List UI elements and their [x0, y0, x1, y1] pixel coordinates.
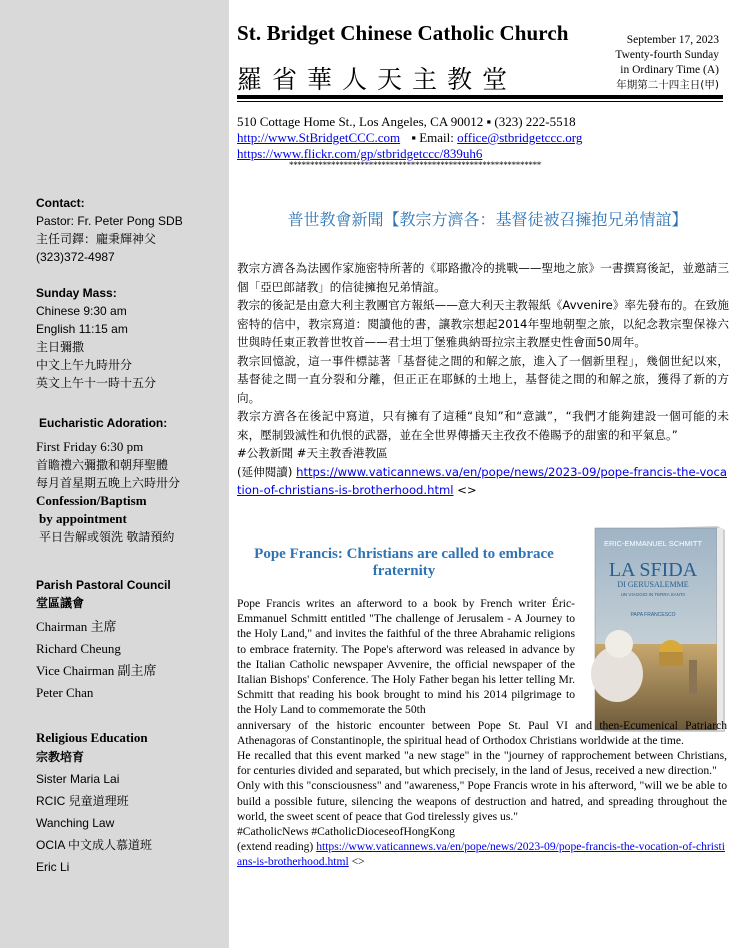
council-vice: Vice Chairman 副主席 — [36, 663, 157, 678]
bulletin-date: September 17, 2023 — [626, 34, 719, 46]
liturgical-line-1: Twenty-fourth Sunday — [615, 49, 719, 61]
contact-heading: Contact: — [36, 196, 85, 210]
book-title: LA SFIDA — [608, 559, 698, 581]
adoration-zh-1: 首瞻禮六彌撒和朝拜聖體 — [36, 458, 169, 472]
confession-heading: Confession/Baptism — [36, 493, 147, 508]
en-paragraph: He recalled that this event marked "a new stage" in the "journey of rapprochement between Christians, for centuries divided and separated, but which precisely, in the land of Jesus, received a new direction." — [237, 749, 727, 778]
zh-paragraph: 教宗方濟各為法國作家施密特所著的《耶路撒冷的挑戰——聖地之旅》一書撰寫後記，並邀請三個「亞巴郎諸教」的信徒擁抱兄弟情誼。 — [237, 261, 729, 294]
education-heading-zh: 宗教培育 — [36, 750, 85, 764]
education-item: Wanching Law — [36, 816, 115, 830]
zh-article-headline: 普世教會新聞【教宗方濟各：基督徒被召擁抱兄弟情誼】 — [287, 210, 688, 229]
mass-chinese: Chinese 9:30 am — [36, 304, 127, 318]
church-title-zh: 羅省華人天主教堂 — [237, 65, 518, 94]
header-rule-thick — [237, 95, 723, 99]
confession-appointment: by appointment — [39, 511, 127, 526]
zh-read-label: (延伸閱讀) — [237, 464, 297, 479]
education-item: Eric Li — [36, 860, 70, 874]
church-address: 510 Cottage Home St., Los Angeles, CA 90012 ▪ (323) 222-5518 — [237, 114, 576, 129]
mass-zh-english: 英文上午十一時十五分 — [36, 376, 157, 390]
en-paragraph: anniversary of the historic encounter between Pope St. Paul VI and then-Ecumenical Patriarch Athenagoras of Constantinople, the spiritual head of Orthodox Christians worldwide at the time. — [237, 718, 727, 747]
email-link[interactable]: office@stbridgetccc.org — [457, 130, 583, 145]
sidebar-council — [36, 576, 171, 704]
date-block — [615, 33, 719, 93]
address-block — [237, 114, 582, 162]
education-heading: Religious Education — [36, 730, 148, 745]
book-note: PAPA FRANCESCO — [630, 612, 676, 618]
website-link[interactable]: http://www.StBridgetCCC.com — [237, 130, 401, 145]
flickr-link[interactable]: https://www.flickr.com/gp/stbridgetccc/839uh6 — [237, 146, 483, 161]
pastor-name: Pastor: Fr. Peter Pong SDB — [36, 214, 183, 228]
mass-english: English 11:15 am — [36, 322, 128, 336]
book-tagline: UN VIAGGIO IN TERRA SANTA — [620, 592, 686, 597]
education-item: RCIC 兒童道理班 — [36, 794, 129, 808]
liturgical-line-2: in Ordinary Time (A) — [620, 64, 719, 76]
en-read-label: (extend reading) — [237, 840, 317, 854]
en-tags: #CatholicNews #CatholicDioceseofHongKong — [237, 825, 455, 839]
education-item: OCIA 中文成人慕道班 — [36, 838, 153, 852]
mass-zh-chinese: 中文上午九時卅分 — [36, 358, 133, 372]
zh-link-suffix: <> — [453, 483, 477, 497]
education-item: Sister Maria Lai — [36, 772, 120, 786]
zh-tags: #公教新聞 #天主教香港教區 — [237, 446, 388, 460]
sidebar-mass — [36, 284, 156, 392]
liturgical-zh: 年期第二十四主日(甲) — [616, 79, 719, 91]
en-paragraph: Only with this "consciousness" and "awareness," Pope Francis wrote in his afterword, "will we be able to build a possible future, silencing the weapons of destruction and hatred, and spreading throughout the world, the sweet scent of peace that God tirelessly gives us." — [237, 779, 727, 823]
en-article-body — [237, 596, 727, 870]
header-rule-thin — [237, 101, 723, 102]
mass-zh-heading: 主日彌撒 — [36, 340, 85, 354]
adoration-first-friday: First Friday 6:30 pm — [36, 439, 144, 454]
en-article-headline: Pope Francis: Christians are called to embrace fraternity — [254, 546, 554, 579]
council-chairman: Chairman 主席 — [36, 619, 117, 634]
mass-heading: Sunday Mass: — [36, 286, 117, 300]
sidebar-contact — [36, 194, 183, 266]
zh-paragraph: 教宗回憶說，這一事件標誌著「基督徒之間的和解之旅，進入了一個新里程」，幾個世紀以來，基督徒之間一直分裂和分離，但正正在耶穌的土地上，基督徒之間的和解之旅，獲得了新的方向。 — [237, 353, 729, 405]
zh-paragraph: 教宗方濟各在後記中寫道，只有擁有了這種“良知”和“意識”，“我們才能夠建設一個可能的未來，壓制毀滅性和仇恨的武器，並在全世界傳播天主孜孜不倦賜予的甜蜜的和平氣息。” — [237, 409, 729, 442]
en-article-link[interactable]: https://www.vaticannews.va/en/pope/news/2023-09/pope-francis-the-vocation-of-christians-is-brotherhood.html — [237, 840, 725, 869]
council-chairman-name: Richard Cheung — [36, 641, 121, 656]
email-label: ▪ Email: — [411, 130, 458, 145]
en-link-suffix: <> — [348, 855, 365, 869]
church-title-en: St. Bridget Chinese Catholic Church — [237, 21, 569, 45]
contact-phone: (323)372-4987 — [36, 250, 115, 264]
zh-article-body — [237, 259, 729, 500]
adoration-zh-3: 平日告解或領洗 敬請預約 — [39, 530, 175, 544]
book-subtitle: DI GERUSALEMME — [617, 580, 689, 589]
en-paragraph: Pope Francis writes an afterword to a book by French writer Éric-Emmanuel Schmitt entitled "The challenge of Jerusalem - A Journey to the Holy Land," and invites the faithful of the three Abrahamic religions to embrace fraternity. The Pope's afterword was released in advance by the Italian Catholic newspaper Avvenire, the official newspaper of the Italian Bishops' Conference. The Holy Father began his letter telling Mr. Schmitt that reading his book brought to mind his 2014 pilgrimage to the Holy Land to commemorate the 50th — [237, 597, 575, 717]
separator-stars: ************************************************************ — [289, 160, 542, 170]
zh-article-link[interactable]: https://www.vaticannews.va/en/pope/news/2023-09/pope-francis-the-vocation-of-christians-is-brotherhood.html — [237, 464, 727, 497]
main-content — [229, 0, 746, 948]
adoration-heading: Eucharistic Adoration: — [39, 416, 168, 430]
adoration-zh-2: 每月首星期五晚上六時卅分 — [36, 476, 181, 490]
council-heading: Parish Pastoral Council — [36, 578, 171, 592]
pastor-name-zh: 主任司鐸：龐秉輝神父 — [36, 232, 157, 246]
sidebar-adoration — [36, 414, 180, 546]
zh-paragraph: 教宗的後記是由意大利主教團官方報紙——意大利天主教報紙《Avvenire》率先發布的。在致施密特的信中，教宗寫道：閱讀他的書，讓教宗想起2014年聖地朝聖之旅，以紀念教宗聖保祿六世與時任東正教普世牧首——君士坦丁堡雅典納哥拉宗主教歷史性會面50周年。 — [237, 298, 729, 349]
council-heading-zh: 堂區議會 — [36, 596, 85, 610]
book-author: ERIC-EMMANUEL SCHMITT — [603, 539, 703, 548]
sidebar — [0, 0, 229, 948]
council-vice-name: Peter Chan — [36, 685, 94, 700]
sidebar-education — [36, 728, 152, 878]
